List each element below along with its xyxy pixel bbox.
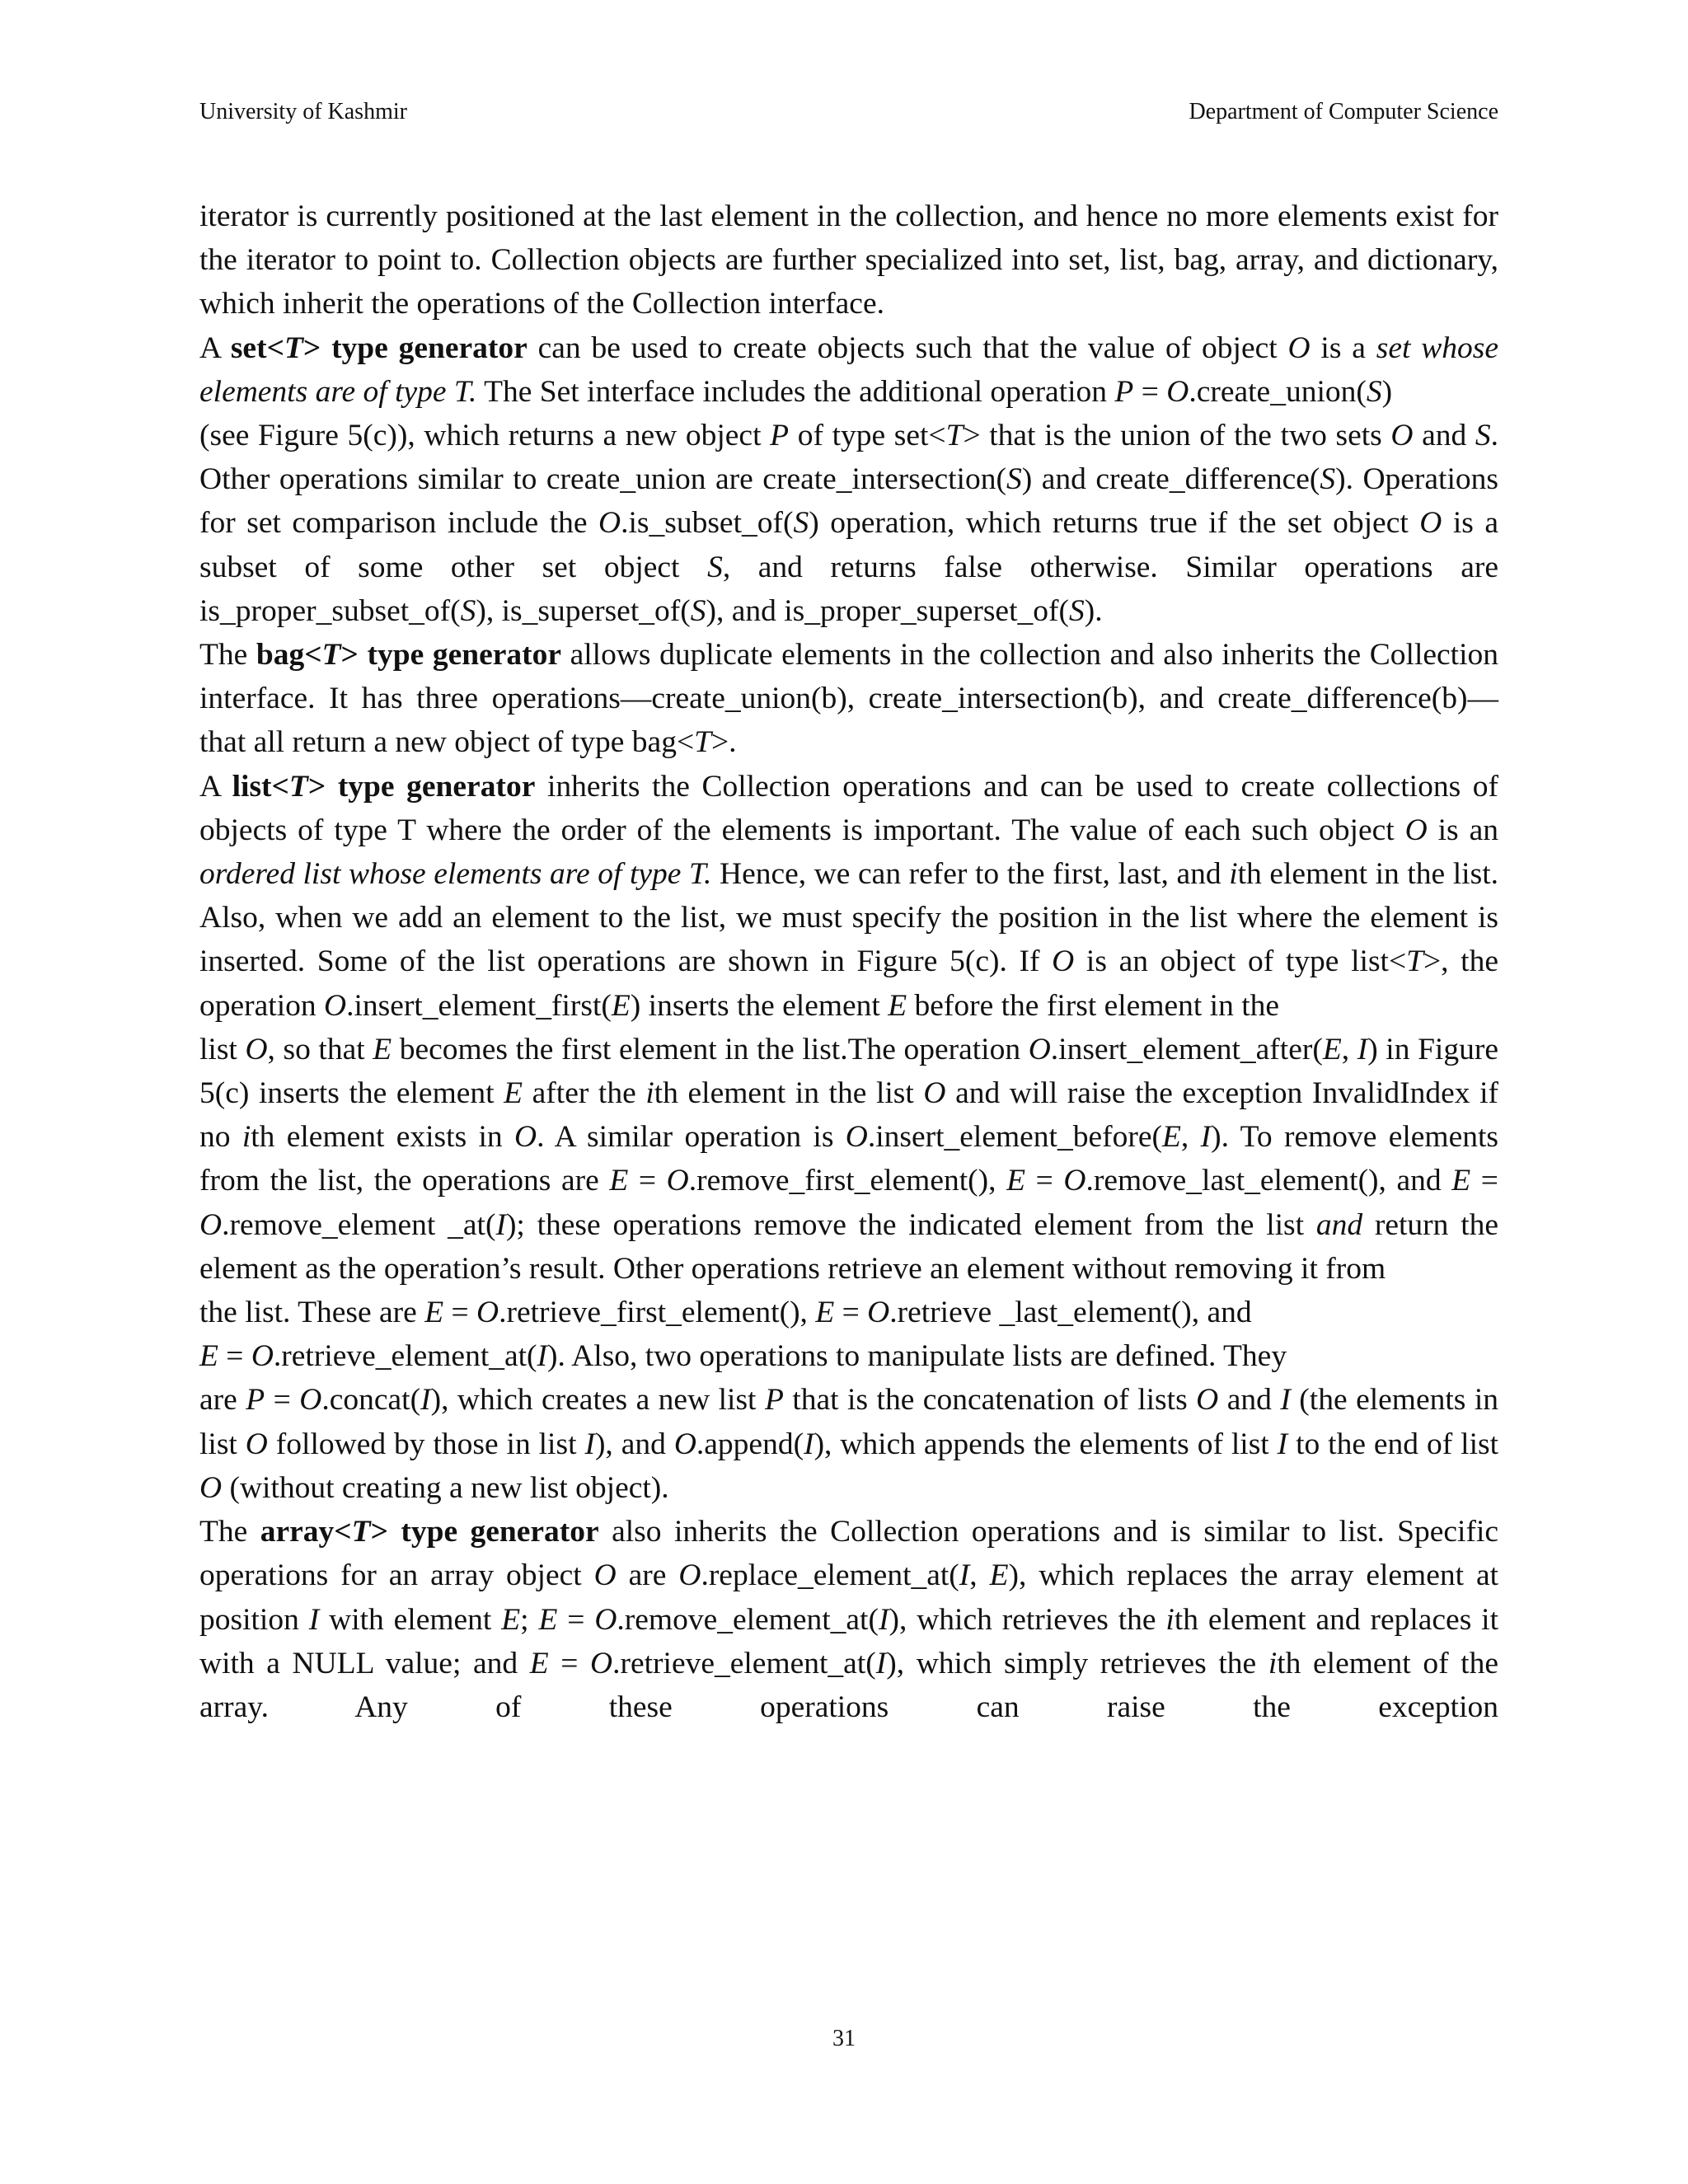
- paragraph: list O, so that E becomes the first element in the list.The operation O.insert_element_after(E, I) in Figure 5(c) inserts the element E after the ith element in the list O and will raise the exception InvalidIndex if no ith element exists in O. A similar operation is O.insert_element_before(E, I). To remove elements from the list, the operations are E = O.remove_first_element(), E = O.remove_last_element(), and E = O.remove_element _at(I); these operations remove the indicated element from the list and return the element as the operation’s result. Other operations retrieve an element without removing it from: [199, 1032, 1499, 1286]
- paragraph: iterator is currently positioned at the last element in the collection, and hence no more elements exist for the iterator to point to. Collection objects are further specialized into set, list, bag, array, and dictionary, which inherit the operations of the Collection interface.: [199, 199, 1498, 321]
- paragraph: The array<T> type generator also inherits the Collection operations and is similar to list. Specific operations for an array object O are O.replace_element_at(I, E), which replaces the array element at position I with element E; E = O.remove_element_at(I), which retrieves the ith element and replaces it with a NULL value; and E = O.retrieve_element_at(I), which simply retrieves the ith element of the array. Any of these operations can raise the exception: [199, 1515, 1499, 1724]
- paragraph: The bag<T> type generator allows duplicate elements in the collection and also inherits the Collection interface. It has three operations—create_union(b), create_intersection(b), and create_difference(b)—that all return a new object of type bag<T>.: [199, 638, 1498, 760]
- paragraph: E = O.retrieve_element_at(I). Also, two operations to manipulate lists are defined. They: [199, 1339, 1287, 1374]
- header-university: University of Kashmir: [199, 99, 407, 124]
- paragraph: are P = O.concat(I), which creates a new list P that is the concatenation of lists O and I (the elements in list O followed by those in list I), and O.append(I), which appends the elements of list I to the end of list O (without creating a new list object).: [199, 1383, 1498, 1505]
- paragraph: (see Figure 5(c)), which returns a new object P of type set<T> that is the union of the two sets O and S. Other operations similar to create_union are create_intersection(S) and create_difference(S). Operations for set comparison include the O.is_subset_of(S) operation, which returns true if the set object O is a subset of some other set object S, and returns false otherwise. Similar operations are is_proper_subset_of(S), is_superset_of(S), and is_proper_superset_of(S).: [199, 419, 1499, 628]
- page-number: 31: [832, 2026, 856, 2051]
- paragraph: A list<T> type generator inherits the Collection operations and can be used to create collections of objects of type T where the order of the elements is important. The value of each such object O is an ordered list whose elements are of type T. Hence, we can refer to the first, last, and ith element in the list. Also, when we add an element to the list, we must specify the position in the list where the element is inserted. Some of the list operations are shown in Figure 5(c). If O is an object of type list<T>, the operation O.insert_element_first(E) inserts the element E before the first element in the: [199, 769, 1499, 1023]
- page-header: [199, 97, 1498, 127]
- body-text: [199, 194, 1498, 1729]
- paragraph: the list. These are E = O.retrieve_first_element(), E = O.retrieve _last_element(), and: [199, 1296, 1252, 1330]
- header-department: Department of Computer Science: [1189, 99, 1498, 124]
- paragraph: A set<T> type generator can be used to create objects such that the value of object O is a set whose elements are of type T. The Set interface includes the additional operation P = O.create_union(S): [199, 330, 1498, 409]
